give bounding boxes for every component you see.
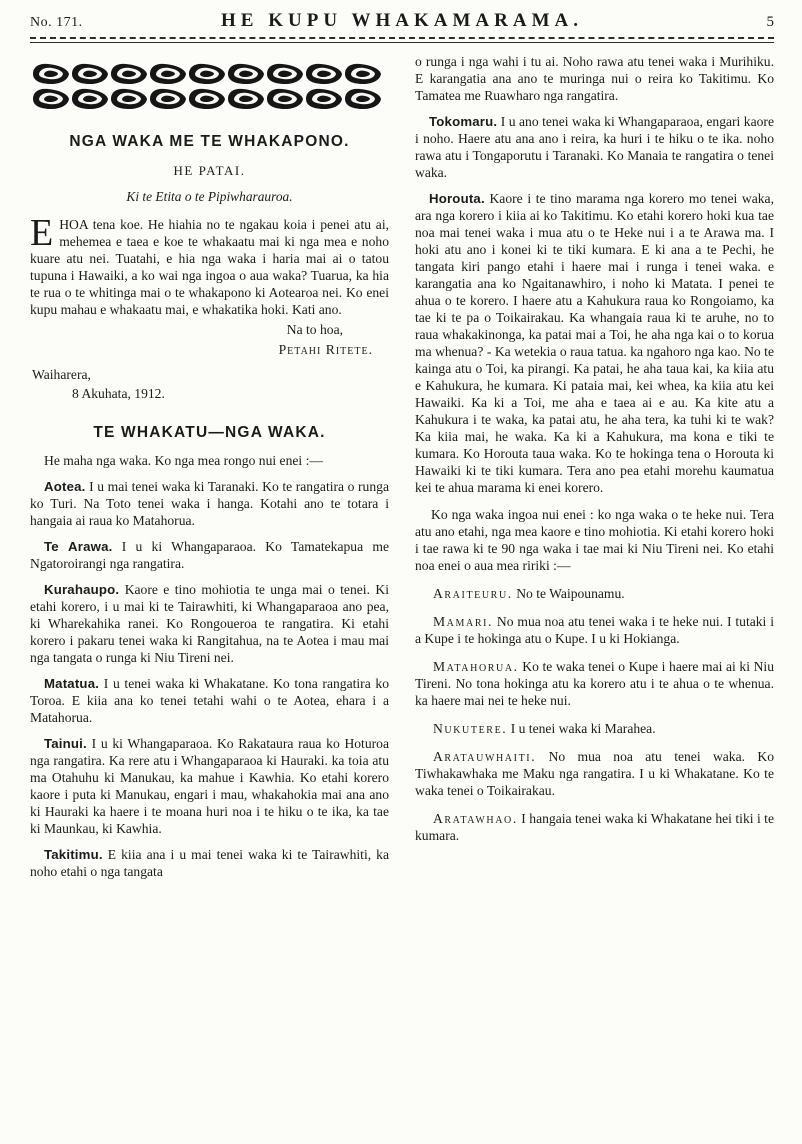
small-waka-entry — [415, 720, 774, 737]
letter-place: Waiharera, — [32, 367, 91, 383]
waka-entry — [30, 675, 389, 726]
small-waka-entry — [415, 585, 774, 602]
letter-date: 8 Akuhata, 1912. — [72, 386, 165, 402]
small-waka-entry — [415, 658, 774, 709]
small-waka-entry-text: I u tenei waka ki Marahea. — [510, 721, 656, 736]
waka-entry — [30, 735, 389, 837]
waka-entry — [415, 190, 774, 496]
waka-entry-lead: Horouta. — [429, 191, 485, 206]
left-column — [30, 51, 389, 880]
small-waka-entry-text: Ko te waka tenei o Kupe i haere mai ai ki Niu Tireni. No tona hokinga atu ka korero atu i te ahua o te whenua. ka haere mai nei te heke nui. — [415, 659, 774, 708]
waka-entry-text: I u ki Whangaparaoa. Ko Tamatekapua me Ngatoroirangi nga rangatira. — [30, 539, 389, 572]
continuation-paragraph: o runga i nga wahi i tu ai. Noho rawa atu tenei waka i Murihiku. E karangatia ana ano te muringa nui o reira ko Takitimu. Ko Tamatea me Ruawharo nga rangatira. — [415, 54, 774, 103]
waka-entry-text: Kaore e tino mohiotia te unga mai o tenei. Ki etahi korero, i u mai ki te Tairawhiti, ki Whangaparaoa ano pea, ki Wharekahika ranei. Ko Rongoueroa te rangatira. Ki etahi korero i pakaru tenei waka ki Rangitahua, na te Aotea i mau mai nga tangata o runga ki Niu Tireni nei. — [30, 582, 389, 666]
waka-entry — [30, 478, 389, 529]
waka-entry — [415, 113, 774, 181]
article-heading: NGA WAKA ME TE WHAKAPONO. — [69, 133, 350, 150]
article-body — [30, 212, 389, 318]
waka-entry-text: E kiia ana i u mai tenei waka ki te Tairawhiti, ka noho etahi o nga tangata — [30, 847, 389, 880]
right-column — [415, 51, 774, 880]
waka-entry — [30, 846, 389, 880]
waka-entry-lead: Kurahaupo. — [44, 582, 120, 598]
small-waka-entry — [415, 613, 774, 647]
paisley-leaf-band-icon — [32, 61, 384, 111]
newspaper-title: HE KUPU WHAKAMARAMA. — [221, 10, 583, 31]
masthead — [30, 10, 774, 32]
header-rule-dashed — [30, 37, 774, 39]
article2-heading: TE WHAKATU—NGA WAKA. — [93, 424, 326, 442]
small-waka-entry-lead: Araiteuru. — [433, 586, 513, 601]
article-body-text: HOA tena koe. He hiahia no te ngakau koia i penei atu ai, mehemea e taea e koe te whakaatu mai ki nga mea e noho kuare atu nei. Tuatahi, e hia nga waka i haria mai ai o tatou tupuna i Hawaiki, a ko wai nga ingoa o aua waka? Tuarua, ka hia te rua o te whitinga mai o te whakapono ki Aotearoa nei. Ko enei kupu mahau e whakaatu mai, e whakatika hoki. Kati ano. — [30, 217, 389, 318]
drop-cap: E — [30, 212, 54, 255]
waka-entry-lead: Tainui. — [44, 736, 87, 752]
small-waka-entry — [415, 748, 774, 799]
waka-entry-lead: Matatua. — [44, 676, 100, 692]
closing-paragraph: Ko nga waka ingoa nui enei : ko nga waka o te heke nui. Tera atu ano etahi, nga mea kaore e tino mohiotia. Ki etahi korero hoki i tae rawa ki te 90 nga waka i tae mai ki Niu Tireni nei. Ko etahi noa enei o aua mea ririki :— — [415, 507, 774, 573]
small-waka-entry-text: No mua noa atu tenei waka. Ko Tiwhakawhaka me Maku nga rangatira. I u ki Whakatane. Ko te waka tenei o Toikairakau. — [415, 749, 774, 798]
small-waka-entry-text: No te Waipounamu. — [516, 586, 625, 601]
waka-entry-text: I u tenei waka ki Whakatane. Ko tona rangatira ko Toroa. E kiia ana ko tenei tetahi wahi o te Aotea, ehara i a Matahorua. — [30, 676, 389, 726]
waka-entry-text: I u ki Whangaparaoa. Ko Rakataura raua ko Hoturoa nga rangatira. Ka rere atu i Whangaparaoa ki Hauraki. ka toia atu ma Otahuhu ki Manukau, ka mahue i Kawhia. Ko etahi korero kaore i puta ki Manukau, engari i mau, whakahokia mai ana ano ki Hauraki ka haere i te moana huri noa i te hiku o te ika, ka tae ki Maunkau, ki Kawhia. — [30, 736, 389, 837]
waka-entry-text: Kaore i te tino marama nga korero mo tenei waka, ara nga korero i kiia ai ko Takitimu. Ko etahi korero hoki kua tae noa mai tenei waka i mua atu o te Heke nui i a te Arawa ma. I hoki atu ano i konei ki te tiki kumara. E ki ana a te Pechi, he tangata kiri pango etahi i haere mai i runga i tenei waka. e karangatia ana ko Ngaitanawhiro, i noho ki Matata. I penei te ahua o te korero. I haere atu a Kahukura raua ko Rongoiamo, ka tae ki te pa o Toikairakau. Ka whangaia raua ki te aruhe, no to raua whakakinonga, ka patai mai a Toi, he aha nga kai o to korua ma whenua? - Ka wetekia o raua tatua. ka ngahoro nga kao. No te kainga atu o Toi, ka pirangi. Ka patai, he aha taua kai, ka kiia atu e Kahukura, he kumara. Ki pataia mai, kei whea, ka kiia atu kei Hawaiki. Ka ki a Toi, me aha e taea ai e au. Ka kite atu a Kahukura i te waka, ka patai atu, he aha tera, ka tuhi ki te wak? Ka kiia mai, he waka. Ka ki a Kahukura, ma kona e tiki te kumara. Ko Horouta taua waka. Ko te hokinga tena o Horouta ki Hawaiki ki te tiki kumara. Tera ano pea etahi morehu kaumatua kei te ahua marama ki enei korero. — [415, 191, 774, 495]
small-waka-entry-text: I hangaia tenei waka ki Whakatane hei tiki i te kumara. — [415, 811, 774, 843]
small-waka-entry-lead: Mamari. — [433, 614, 494, 629]
article2-intro: He maha nga waka. Ko nga mea rongo nui enei :— — [44, 453, 323, 469]
header-rule-solid — [30, 42, 774, 43]
header-rule — [30, 37, 774, 43]
waka-entry-lead: Takitimu. — [44, 847, 103, 863]
letter-signoff: Na to hoa, — [286, 322, 343, 338]
waka-entry-lead: Aotea. — [44, 479, 86, 495]
waka-entry — [30, 581, 389, 666]
small-waka-entry-lead: Aratawhao. — [433, 811, 518, 826]
page-number: 5 — [766, 14, 774, 30]
waka-entry-lead: Tokomaru. — [429, 114, 498, 129]
issue-number: No. 171. — [30, 15, 83, 30]
waka-entry — [30, 538, 389, 572]
ornament-band — [32, 61, 387, 111]
small-waka-entry-lead: Matahorua. — [433, 659, 519, 674]
page-columns — [30, 51, 774, 880]
waka-entry-text: I u ano tenei waka ki Whangaparaoa, engari kaore i noho. Haere atu ana ano i reira, ka huri i te hiku o te ika. noho rawa atu i Tongaporutu i Taranaki. Ko Manaia te rangatira o tenei waka. — [415, 114, 774, 180]
letter-signature: Petahi Ritete. — [278, 342, 373, 358]
small-waka-entry-text: No mua noa atu tenei waka i te heke nui. I tutaki i a Kupe i te hokinga atu o Kupe. I u ki Hokianga. — [415, 614, 774, 646]
article-address: Ki te Etita o te Pipiwharauroa. — [126, 189, 293, 205]
small-waka-entry — [415, 810, 774, 844]
small-waka-entry-lead: Nukutere. — [433, 721, 508, 736]
small-waka-entry-lead: Aratauwhaiti. — [433, 749, 537, 764]
article-subheading: HE PATAI. — [173, 163, 246, 179]
waka-entry-text: I u mai tenei waka ki Taranaki. Ko te rangatira o runga ko Turi. Na Toto tenei waka i hanga. Kotahi ano te totara i hangaia ai raua ko Matahorua. — [30, 479, 389, 529]
waka-entry-lead: Te Arawa. — [44, 539, 113, 555]
